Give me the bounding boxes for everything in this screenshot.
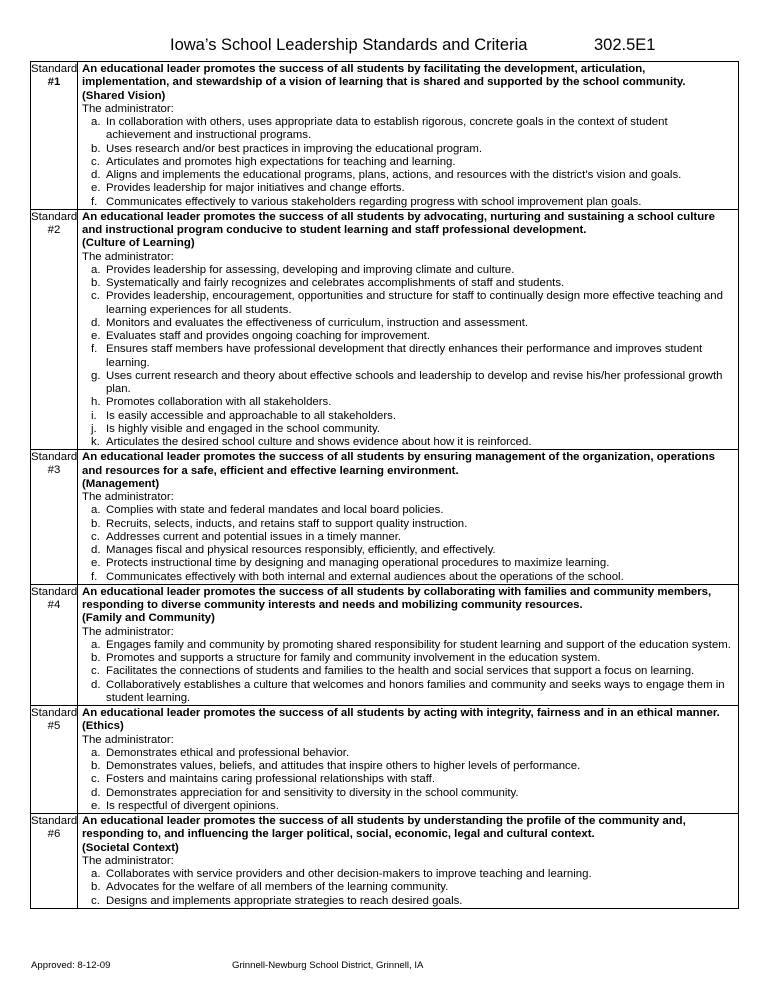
standard-row bbox=[31, 209, 739, 450]
criteria-letter: h. bbox=[91, 396, 101, 409]
standard-row bbox=[31, 706, 739, 814]
standard-number: #4 bbox=[47, 598, 61, 611]
criteria-letter: f. bbox=[91, 343, 98, 356]
criteria-text: Demonstrates appreciation for and sensitivity to diversity in the school community. bbox=[106, 786, 519, 799]
criteria-item bbox=[82, 143, 734, 156]
criteria-item bbox=[82, 182, 734, 195]
standard-body-cell bbox=[78, 62, 739, 210]
standard-label-cell bbox=[31, 62, 78, 210]
criteria-letter: c. bbox=[91, 894, 100, 907]
criteria-text: Provides leadership for major initiatives and change efforts. bbox=[106, 182, 405, 195]
criteria-item bbox=[82, 800, 734, 813]
criteria-text: Recruits, selects, inducts, and retains staff to support quality instruction. bbox=[106, 517, 468, 530]
criteria-item bbox=[82, 652, 734, 665]
standard-body-cell bbox=[78, 584, 739, 705]
criteria-letter: k. bbox=[91, 436, 100, 448]
criteria-item bbox=[82, 290, 734, 317]
criteria-letter: c. bbox=[91, 155, 100, 168]
standard-statement: An educational leader promotes the success of all students by acting with integrity, fairness and in an ethical manner. bbox=[82, 707, 720, 719]
criteria-text: Manages fiscal and physical resources responsibly, efficiently, and effectively. bbox=[106, 544, 496, 556]
criteria-letter: c. bbox=[91, 530, 100, 543]
criteria-letter: b. bbox=[91, 142, 101, 155]
criteria-text: Uses current research and theory about effective schools and leadership to develop and revise his/her professional growth plan. bbox=[106, 369, 723, 395]
criteria-text: Complies with state and federal mandates and local board policies. bbox=[106, 504, 444, 517]
criteria-item bbox=[82, 196, 734, 209]
criteria-item bbox=[82, 760, 734, 773]
standard-body-cell bbox=[78, 814, 739, 909]
standard-intro: The administrator: bbox=[82, 854, 174, 867]
standard-title: (Shared Vision) bbox=[82, 89, 166, 102]
criteria-letter: e. bbox=[91, 557, 101, 570]
criteria-text: Collaborates with service providers and other decision-makers to improve teaching and learning. bbox=[106, 868, 592, 880]
criteria-item bbox=[82, 370, 734, 397]
criteria-text: Aligns and implements the educational programs, plans, actions, and resources with the district’s vision and goals. bbox=[106, 169, 682, 181]
standard-title: (Culture of Learning) bbox=[82, 237, 195, 250]
criteria-item bbox=[82, 436, 734, 449]
standard-row bbox=[31, 584, 739, 705]
criteria-letter: d. bbox=[91, 316, 101, 329]
criteria-text: Provides leadership for assessing, developing and improving climate and culture. bbox=[106, 263, 515, 276]
standard-row bbox=[31, 814, 739, 909]
standard-label-cell bbox=[31, 450, 78, 585]
criteria-text: Collaboratively establishes a culture that welcomes and honors families and community and seeks ways to engage them in student learning. bbox=[106, 678, 725, 704]
criteria-item bbox=[82, 264, 734, 277]
criteria-text: Articulates and promotes high expectations for teaching and learning. bbox=[106, 155, 456, 168]
standard-number: #3 bbox=[47, 464, 61, 477]
criteria-text: Is respectful of divergent opinions. bbox=[106, 799, 279, 812]
criteria-letter: c. bbox=[91, 290, 100, 303]
standard-label-cell bbox=[31, 209, 78, 450]
standard-label: Standard bbox=[31, 815, 78, 827]
criteria-text: Systematically and fairly recognizes and celebrates accomplishments of staff and students. bbox=[106, 277, 565, 289]
criteria-text: Provides leadership, encouragement, opportunities and structure for staff to continually design more effective teaching and learning experiences for all students. bbox=[106, 290, 723, 316]
standard-number: #6 bbox=[47, 828, 61, 841]
standard-label: Standard bbox=[31, 451, 78, 464]
criteria-text: Evaluates staff and provides ongoing coaching for improvement. bbox=[106, 330, 430, 342]
criteria-text: Communicates effectively with both internal and external audiences about the operations of the school. bbox=[106, 570, 624, 583]
criteria-letter: c. bbox=[91, 665, 100, 678]
criteria-text: In collaboration with others, uses appropriate data to establish rigorous, concrete goals in the context of student achievement and instructional programs. bbox=[106, 116, 668, 142]
criteria-text: Designs and implements appropriate strategies to reach desired goals. bbox=[106, 894, 463, 907]
standard-intro: The administrator: bbox=[82, 625, 174, 638]
policy-code: 302.5E1 bbox=[594, 36, 656, 54]
standard-title: (Ethics) bbox=[82, 720, 124, 733]
criteria-item bbox=[82, 410, 734, 423]
criteria-letter: d. bbox=[91, 169, 101, 181]
criteria-letter: a. bbox=[91, 263, 101, 276]
criteria-item bbox=[82, 571, 734, 584]
criteria-item bbox=[82, 396, 734, 409]
criteria-letter: d. bbox=[91, 786, 101, 799]
criteria-item bbox=[82, 557, 734, 570]
criteria-text: Articulates the desired school culture and shows evidence about how it is reinforced. bbox=[106, 436, 532, 448]
criteria-text: Monitors and evaluates the effectiveness of curriculum, instruction and assessment. bbox=[106, 316, 529, 329]
criteria-list bbox=[82, 504, 734, 584]
standard-label: Standard bbox=[31, 707, 78, 719]
standard-intro: The administrator: bbox=[82, 733, 174, 746]
standard-row bbox=[31, 450, 739, 585]
criteria-list bbox=[82, 264, 734, 450]
criteria-letter: g. bbox=[91, 369, 101, 382]
criteria-text: Is easily accessible and approachable to all stakeholders. bbox=[106, 409, 396, 422]
criteria-letter: b. bbox=[91, 277, 101, 289]
standard-intro: The administrator: bbox=[82, 491, 174, 503]
criteria-letter: b. bbox=[91, 517, 101, 530]
criteria-letter: j. bbox=[91, 422, 97, 435]
district-name: Grinnell-Newburg School District, Grinnell, IA bbox=[232, 960, 424, 971]
standard-statement: An educational leader promotes the success of all students by facilitating the development, articulation, implementation, and stewardship of a vision of learning that is shared and supported by the school community. bbox=[82, 63, 686, 89]
criteria-item bbox=[82, 787, 734, 800]
standard-body-cell bbox=[78, 706, 739, 814]
criteria-item bbox=[82, 156, 734, 169]
criteria-letter: a. bbox=[91, 638, 101, 651]
document-title: Iowa’s School Leadership Standards and Criteria bbox=[170, 36, 528, 54]
criteria-letter: b. bbox=[91, 881, 101, 894]
standard-body-cell bbox=[78, 450, 739, 585]
criteria-letter: a. bbox=[91, 504, 101, 517]
criteria-text: Ensures staff members have professional development that directly enhances their performance and improves student learning. bbox=[106, 343, 703, 369]
criteria-item bbox=[82, 518, 734, 531]
criteria-item bbox=[82, 531, 734, 544]
standard-number: #5 bbox=[47, 720, 61, 733]
standard-row bbox=[31, 62, 739, 210]
standard-label-cell bbox=[31, 814, 78, 909]
standard-label-cell bbox=[31, 584, 78, 705]
criteria-item bbox=[82, 330, 734, 343]
criteria-text: Advocates for the welfare of all members of the learning community. bbox=[106, 881, 449, 894]
criteria-text: Fosters and maintains caring professional relationships with staff. bbox=[106, 773, 436, 786]
standard-label-cell bbox=[31, 706, 78, 814]
standard-intro: The administrator: bbox=[82, 250, 174, 263]
standard-label: Standard bbox=[31, 210, 78, 223]
criteria-item bbox=[82, 665, 734, 678]
standard-number: #2 bbox=[47, 223, 61, 236]
criteria-letter: a. bbox=[91, 116, 101, 128]
criteria-list bbox=[82, 747, 734, 813]
criteria-text: Facilitates the connections of students and families to the health and social services that support a focus on learning. bbox=[106, 665, 695, 678]
criteria-item bbox=[82, 169, 734, 182]
criteria-text: Demonstrates ethical and professional behavior. bbox=[106, 746, 350, 759]
standard-intro: The administrator: bbox=[82, 102, 174, 115]
standard-statement: An educational leader promotes the success of all students by ensuring management of the organization, operations and resources for a safe, efficient and effective learning environment. bbox=[82, 451, 715, 477]
criteria-item bbox=[82, 544, 734, 557]
criteria-text: Promotes collaboration with all stakeholders. bbox=[106, 396, 332, 409]
criteria-item bbox=[82, 773, 734, 786]
criteria-text: Engages family and community by promoting shared responsibility for student learning and support of the education system. bbox=[106, 638, 731, 651]
standard-title: (Management) bbox=[82, 477, 160, 490]
criteria-item bbox=[82, 317, 734, 330]
standard-statement: An educational leader promotes the success of all students by collaborating with families and community members, responding to diverse community interests and needs and mobilizing community resources. bbox=[82, 585, 712, 611]
criteria-letter: e. bbox=[91, 799, 101, 812]
standard-statement: An educational leader promotes the success of all students by understanding the profile of the community and, responding to, and influencing the larger political, social, economic, legal and cultural context. bbox=[82, 815, 686, 841]
standard-label: Standard bbox=[31, 63, 78, 75]
criteria-text: Communicates effectively to various stakeholders regarding progress with school improvement plan goals. bbox=[106, 195, 642, 208]
standard-label: Standard bbox=[31, 585, 78, 598]
criteria-item bbox=[82, 116, 734, 143]
criteria-letter: b. bbox=[91, 652, 101, 664]
standards-table bbox=[30, 61, 739, 909]
criteria-item bbox=[82, 277, 734, 290]
criteria-letter: a. bbox=[91, 868, 101, 880]
criteria-text: Promotes and supports a structure for family and community involvement in the education system. bbox=[106, 652, 601, 664]
criteria-item bbox=[82, 747, 734, 760]
standard-body-cell bbox=[78, 209, 739, 450]
criteria-item bbox=[82, 343, 734, 370]
standard-title: (Societal Context) bbox=[82, 841, 179, 854]
criteria-letter: a. bbox=[91, 746, 101, 759]
approval-date: Approved: 8-12-09 bbox=[31, 960, 111, 971]
criteria-list bbox=[82, 868, 734, 908]
standard-title: (Family and Community) bbox=[82, 612, 215, 625]
criteria-letter: e. bbox=[91, 182, 101, 195]
criteria-list bbox=[82, 116, 734, 209]
standard-statement: An educational leader promotes the success of all students by advocating, nurturing and sustaining a school culture and instructional program conducive to student learning and staff professional development. bbox=[82, 210, 715, 236]
criteria-list bbox=[82, 639, 734, 705]
criteria-letter: b. bbox=[91, 760, 101, 772]
criteria-item bbox=[82, 679, 734, 706]
criteria-letter: c. bbox=[91, 773, 100, 786]
standard-number: #1 bbox=[47, 76, 61, 89]
criteria-item bbox=[82, 881, 734, 894]
criteria-letter: f. bbox=[91, 195, 98, 208]
criteria-letter: i. bbox=[91, 409, 97, 422]
criteria-letter: e. bbox=[91, 330, 101, 342]
criteria-letter: d. bbox=[91, 678, 101, 691]
criteria-text: Protects instructional time by designing and managing operational procedures to maximize learning. bbox=[106, 557, 610, 570]
criteria-letter: d. bbox=[91, 544, 101, 556]
criteria-item bbox=[82, 868, 734, 881]
criteria-text: Demonstrates values, beliefs, and attitudes that inspire others to higher levels of performance. bbox=[106, 760, 581, 772]
criteria-item bbox=[82, 423, 734, 436]
criteria-text: Is highly visible and engaged in the school community. bbox=[106, 422, 380, 435]
criteria-text: Addresses current and potential issues in a timely manner. bbox=[106, 530, 402, 543]
criteria-item bbox=[82, 639, 734, 652]
criteria-letter: f. bbox=[91, 570, 98, 583]
criteria-item bbox=[82, 895, 734, 908]
criteria-text: Uses research and/or best practices in improving the educational program. bbox=[106, 142, 483, 155]
criteria-item bbox=[82, 504, 734, 517]
